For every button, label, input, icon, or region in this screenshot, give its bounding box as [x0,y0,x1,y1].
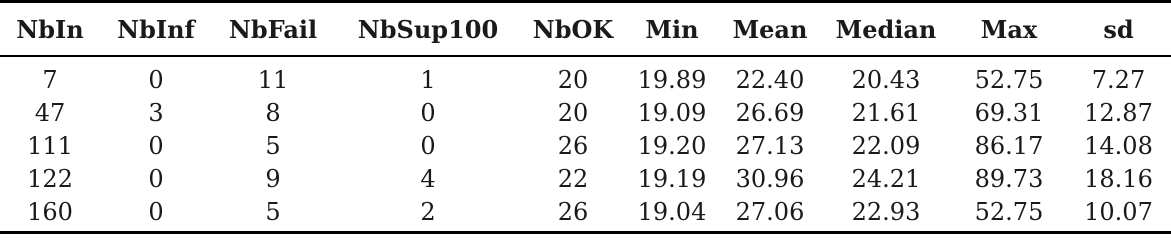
cell-sd: 10.07 [1084,197,1153,226]
cell-median: 22.93 [851,197,921,226]
cell-nbinf: 0 [148,131,164,160]
table-row [0,195,1171,228]
cell-nbok: 20 [557,65,589,94]
column-header-nbok: NbOK [532,14,614,44]
table-row [0,162,1171,195]
column-header-nbsup100: NbSup100 [357,14,499,44]
cell-mean: 27.13 [735,131,805,160]
column-header-nbinf: NbInf [117,14,195,44]
table-row [0,63,1171,96]
cell-max: 69.31 [974,98,1044,127]
cell-nbin: 160 [27,197,73,226]
cell-nbsup100: 4 [420,164,436,193]
cell-min: 19.04 [637,197,707,226]
cell-mean: 30.96 [735,164,805,193]
cell-max: 86.17 [974,131,1044,160]
cell-nbinf: 0 [148,65,164,94]
cell-nbin: 122 [27,164,73,193]
header-row [0,3,1171,55]
results-table [0,3,1171,228]
cell-nbsup100: 0 [420,131,436,160]
cell-median: 20.43 [851,65,921,94]
cell-mean: 26.69 [735,98,805,127]
cell-mean: 22.40 [735,65,805,94]
cell-min: 19.19 [637,164,707,193]
table-header [0,3,1171,57]
table-row [0,96,1171,129]
cell-sd: 12.87 [1084,98,1153,127]
bottom-rule [0,231,1171,234]
cell-nbinf: 3 [148,98,164,127]
cell-nbfail: 5 [265,197,281,226]
column-header-sd: sd [1103,14,1134,44]
table-row [0,129,1171,162]
cell-nbin: 111 [27,131,73,160]
cell-nbok: 26 [557,131,589,160]
cell-max: 52.75 [974,197,1044,226]
cell-nbin: 47 [34,98,66,127]
cell-max: 52.75 [974,65,1044,94]
cell-median: 24.21 [851,164,921,193]
cell-nbsup100: 0 [420,98,436,127]
column-header-nbfail: NbFail [228,14,318,44]
cell-nbok: 26 [557,197,589,226]
cell-sd: 7.27 [1091,65,1146,94]
cell-nbfail: 5 [265,131,281,160]
cell-median: 21.61 [851,98,921,127]
column-header-median: Median [835,14,937,44]
cell-mean: 27.06 [735,197,805,226]
column-header-mean: Mean [732,14,808,44]
column-header-nbin: NbIn [16,14,84,44]
cell-nbsup100: 2 [420,197,436,226]
cell-max: 89.73 [974,164,1044,193]
cell-nbok: 22 [557,164,589,193]
cell-min: 19.09 [637,98,707,127]
column-header-min: Min [645,14,699,44]
cell-nbinf: 0 [148,164,164,193]
cell-nbin: 7 [42,65,58,94]
cell-sd: 14.08 [1084,131,1153,160]
table-body [0,57,1171,228]
cell-nbfail: 11 [257,65,289,94]
cell-nbsup100: 1 [420,65,436,94]
cell-nbinf: 0 [148,197,164,226]
column-header-max: Max [980,14,1038,44]
cell-min: 19.89 [637,65,707,94]
cell-median: 22.09 [851,131,921,160]
cell-nbfail: 9 [265,164,281,193]
cell-sd: 18.16 [1084,164,1153,193]
cell-min: 19.20 [637,131,707,160]
cell-nbok: 20 [557,98,589,127]
cell-nbfail: 8 [265,98,281,127]
